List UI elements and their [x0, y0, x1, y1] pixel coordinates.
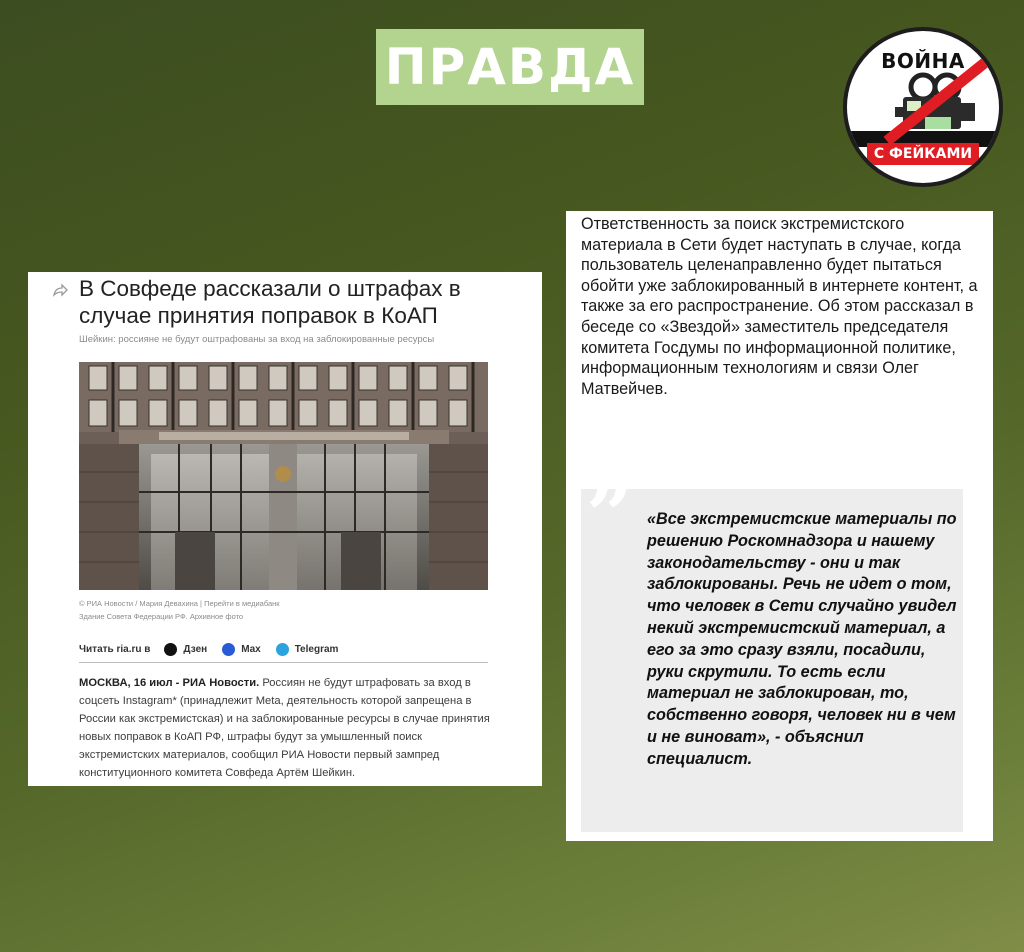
max-icon [222, 643, 235, 656]
article-photo [79, 362, 488, 590]
article-subtitle: Шейкин: россияне не будут оштрафованы за вход на заблокированные ресурсы [79, 334, 435, 345]
quote-mark-icon: ” [586, 468, 634, 564]
telegram-icon [276, 643, 289, 656]
photo-caption: Здание Совета Федерации РФ. Архивное фото [79, 612, 244, 621]
quote-box [581, 468, 963, 832]
quote-text: «Все экстремистские материалы по решению Роскомнадзора и нашему законодательству - они и так заблокированы. Речь не идет о том, что человек в Сети случайно увидел некий экстремистский материал, а его за это сразу взяли, посадили, руки скрутили. То есть если материал не заблокирован, то, собственно говоря, человек ни в чем и не виноват», - объяснил специалист. [647, 510, 957, 768]
photo-credit[interactable]: © РИА Новости / Мария Девахина | Перейти в медиабанк [79, 599, 280, 608]
logo-top-text: ВОЙНА [881, 49, 965, 73]
max-link[interactable] [222, 643, 260, 656]
dzen-icon [164, 643, 177, 656]
statement-card [566, 211, 993, 841]
divider [79, 662, 488, 663]
federation-council-building-image [79, 362, 488, 590]
header-badge [376, 29, 644, 105]
statement-text: Ответственность за поиск экстремистского материала в Сети будет наступать в случае, когда пользователь целенаправленно будет пытаться обойти уже заблокированный в интернете контент, а также за его распространение. Об этом рассказал в беседе со «Звездой» заместитель председателя комитета Госдумы по информационной политике, информационным технологиям и связи Олег Матвейчев. [581, 215, 978, 398]
telegram-label: Telegram [294, 643, 339, 655]
telegram-link[interactable] [276, 643, 339, 656]
article-card [28, 272, 542, 786]
read-on-row [79, 641, 353, 657]
article-body [79, 674, 491, 782]
dzen-label: Дзен [183, 643, 208, 655]
article-body-text: Россиян не будут штрафовать за вход в соцсеть Instagram* (принадлежит Meta, деятельность которой запрещена в России как экстремистская) и на заблокированные ресурсы в случае принятия новых поправок в КоАП РФ, штрафы будут за умышленный поиск экстремистских материалов, сообщил РИА Новости первый зампред конституционного комитета Совфеда Артём Шейкин. [79, 677, 490, 779]
article-lead: МОСКВА, 16 июл - РИА Новости. [79, 677, 260, 689]
max-label: Max [241, 643, 261, 655]
article-title[interactable]: В Совфеде рассказали о штрафах в случае принятия поправок в КоАП [79, 276, 461, 328]
dzen-link[interactable] [164, 643, 207, 656]
share-icon[interactable] [52, 282, 68, 298]
logo-bottom-text: С ФЕЙКАМИ [867, 143, 979, 165]
header-badge-text: ПРАВДА [384, 38, 636, 96]
read-on-label: Читать ria.ru в [79, 643, 151, 655]
logo [843, 27, 1003, 187]
